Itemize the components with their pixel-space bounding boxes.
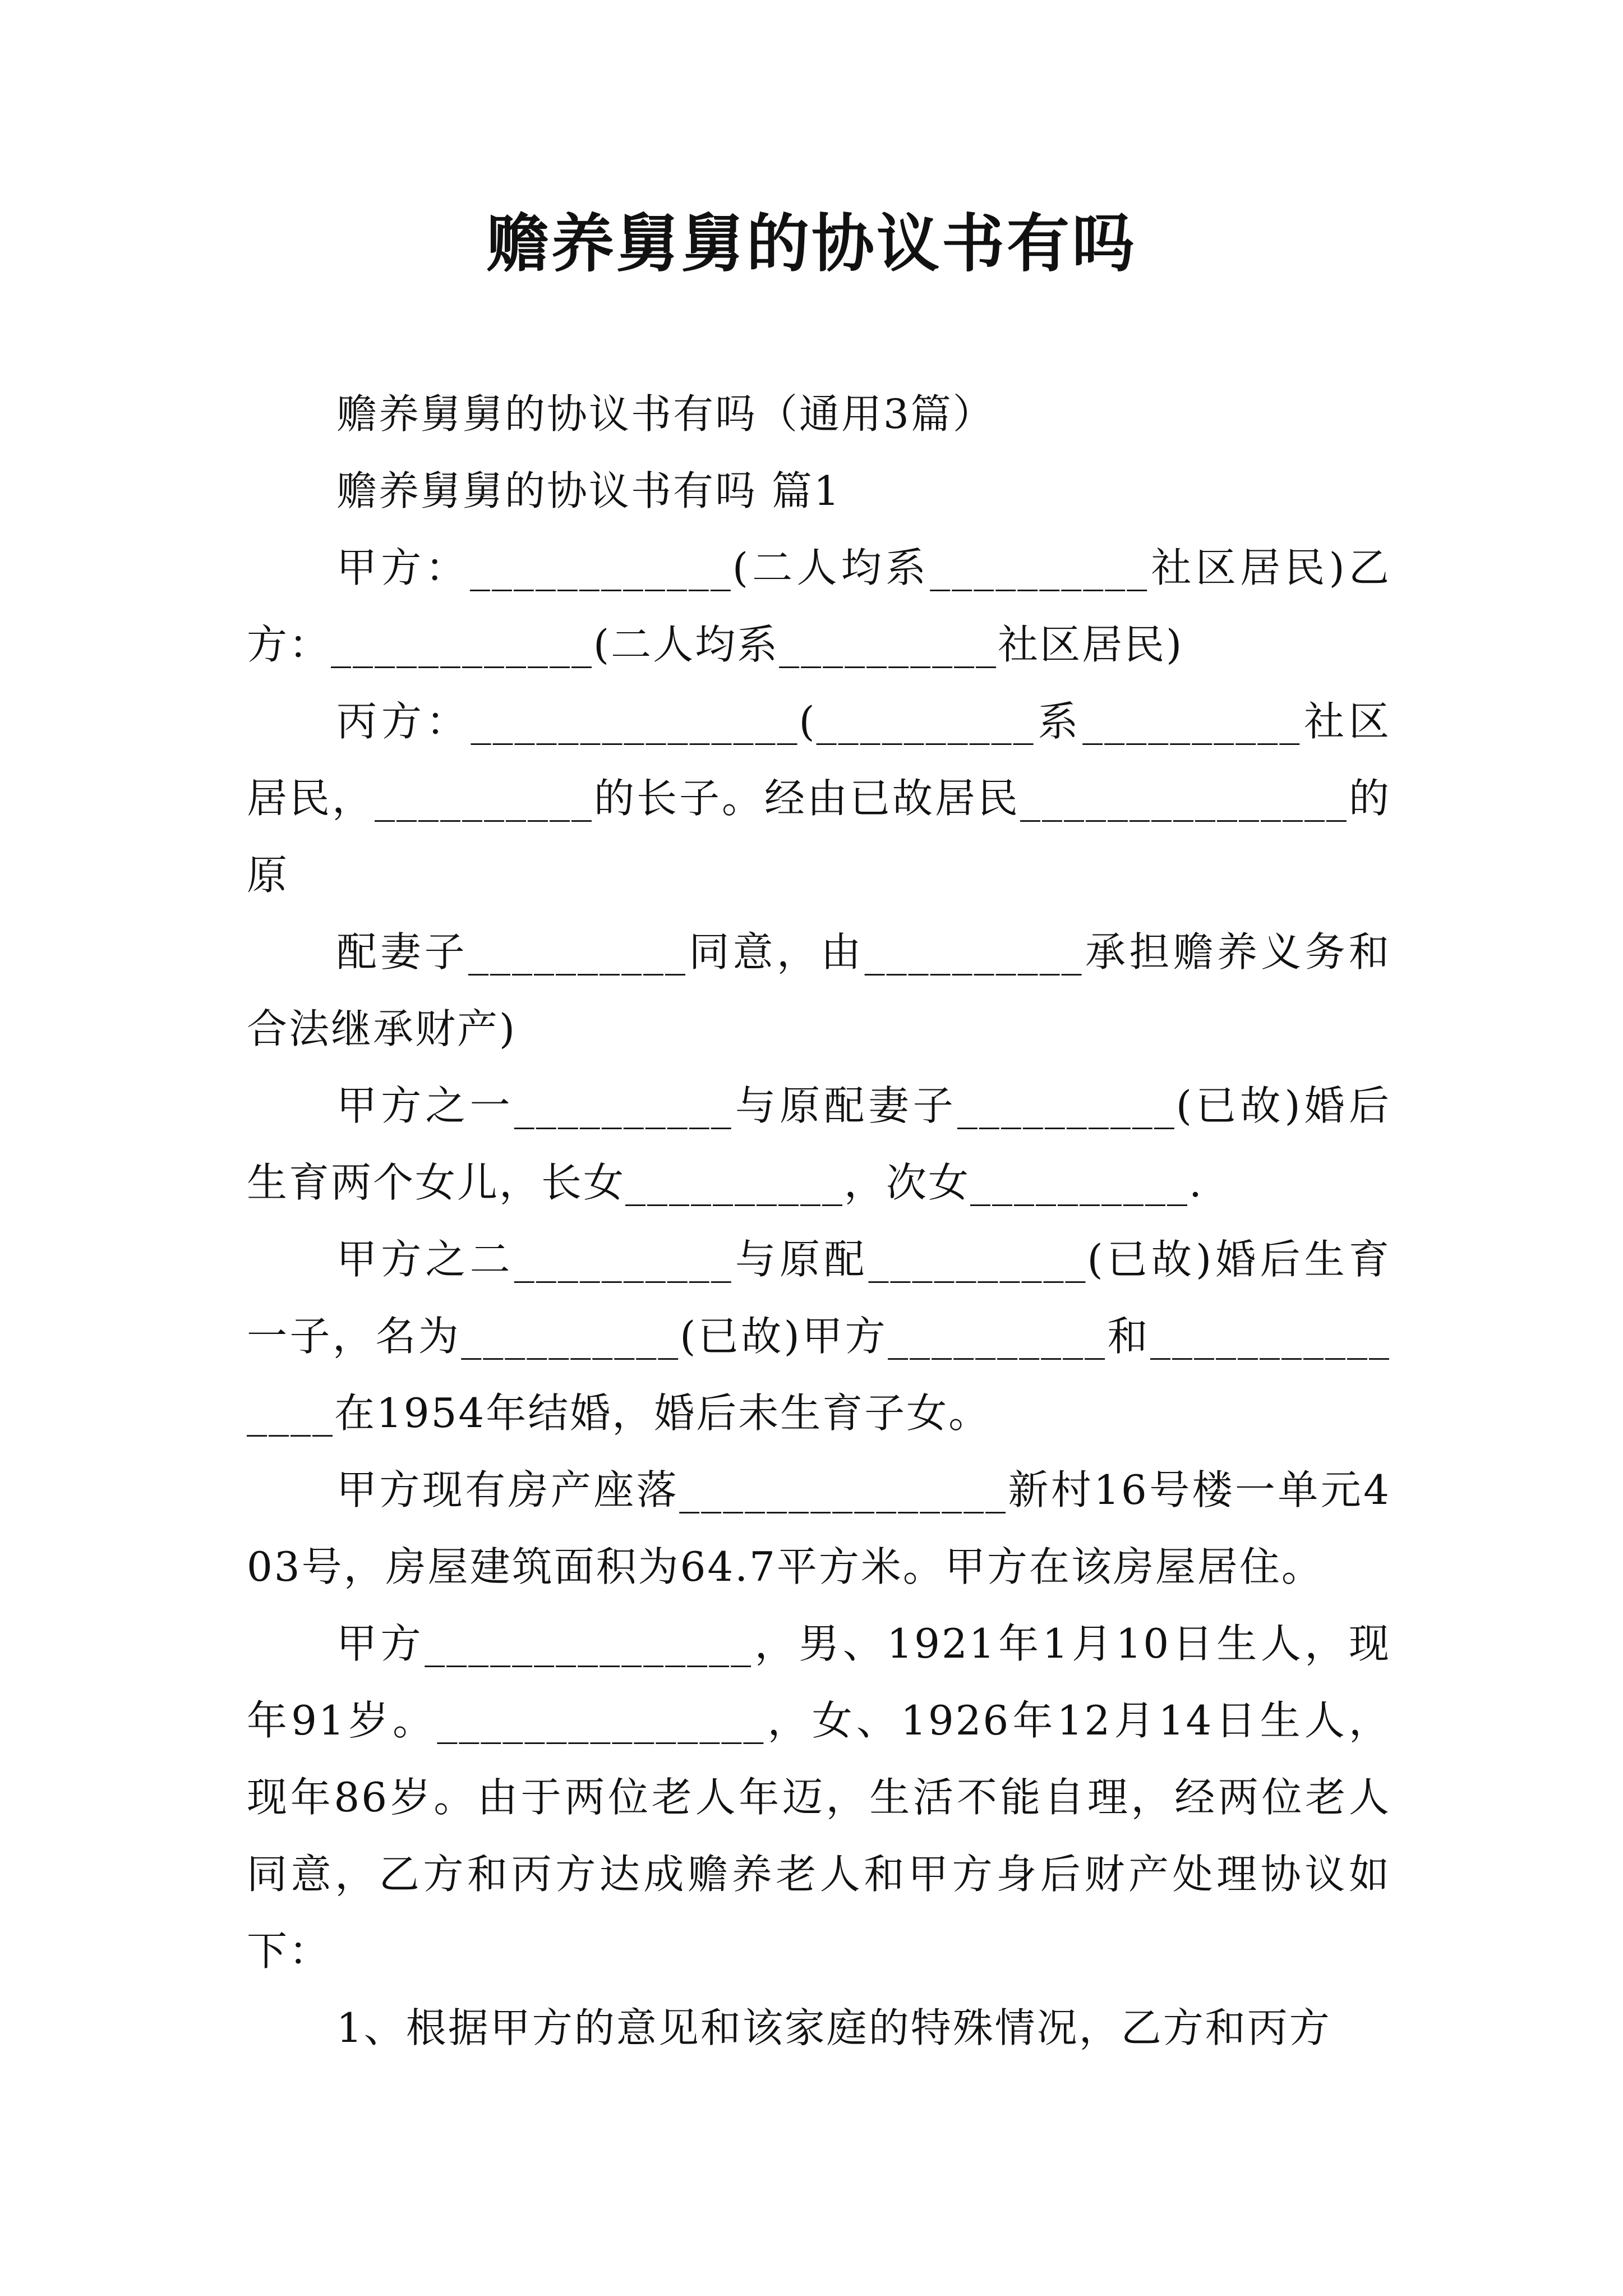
paragraph-party-c: 丙方：_______________(__________系__________社区居民，__________的长子。经由已故居民_______________的原 [247, 698, 1391, 899]
paragraph-clause-1: 1、根据甲方的意见和该家庭的特殊情况，乙方和丙方 [336, 2004, 1331, 2051]
paragraph-spouse-consent: 配妻子__________同意，由__________承担赡养义务和合法继承财产) [247, 928, 1391, 1052]
paragraph-party-a-one: 甲方之一__________与原配妻子__________(已故)婚后生育两个女儿，长女__________，次女__________. [247, 1082, 1391, 1206]
paragraph-party-a-b: 甲方：____________(二人均系__________社区居民)乙方：____________(二人均系__________社区居民) [247, 544, 1391, 668]
document-title: 赡养舅舅的协议书有吗 [486, 207, 1137, 280]
document-body [247, 376, 1391, 2067]
paragraph-subtitle: 赡养舅舅的协议书有吗（通用3篇） [336, 390, 995, 438]
paragraph-party-a-two: 甲方之二__________与原配__________(已故)婚后生育一子，名为__________(已故)甲方__________和_______________在1954年结婚，婚后未生育子女。 [247, 1236, 1391, 1437]
paragraph-property: 甲方现有房产座落_______________新村16号楼一单元403号，房屋建筑面积为64.7平方米。甲方在该房屋居住。 [247, 1466, 1391, 1590]
paragraph-section-heading: 赡养舅舅的协议书有吗 篇1 [336, 467, 841, 514]
paragraph-elders: 甲方_______________，男、1921年1月10日生人，现年91岁。_______________，女、1926年12月14日生人，现年86岁。由于两位老人年迈，生活不能自理，经两位老人同意，乙方和丙方达成赡养老人和甲方身后财产处理协议如下： [247, 1620, 1391, 1975]
